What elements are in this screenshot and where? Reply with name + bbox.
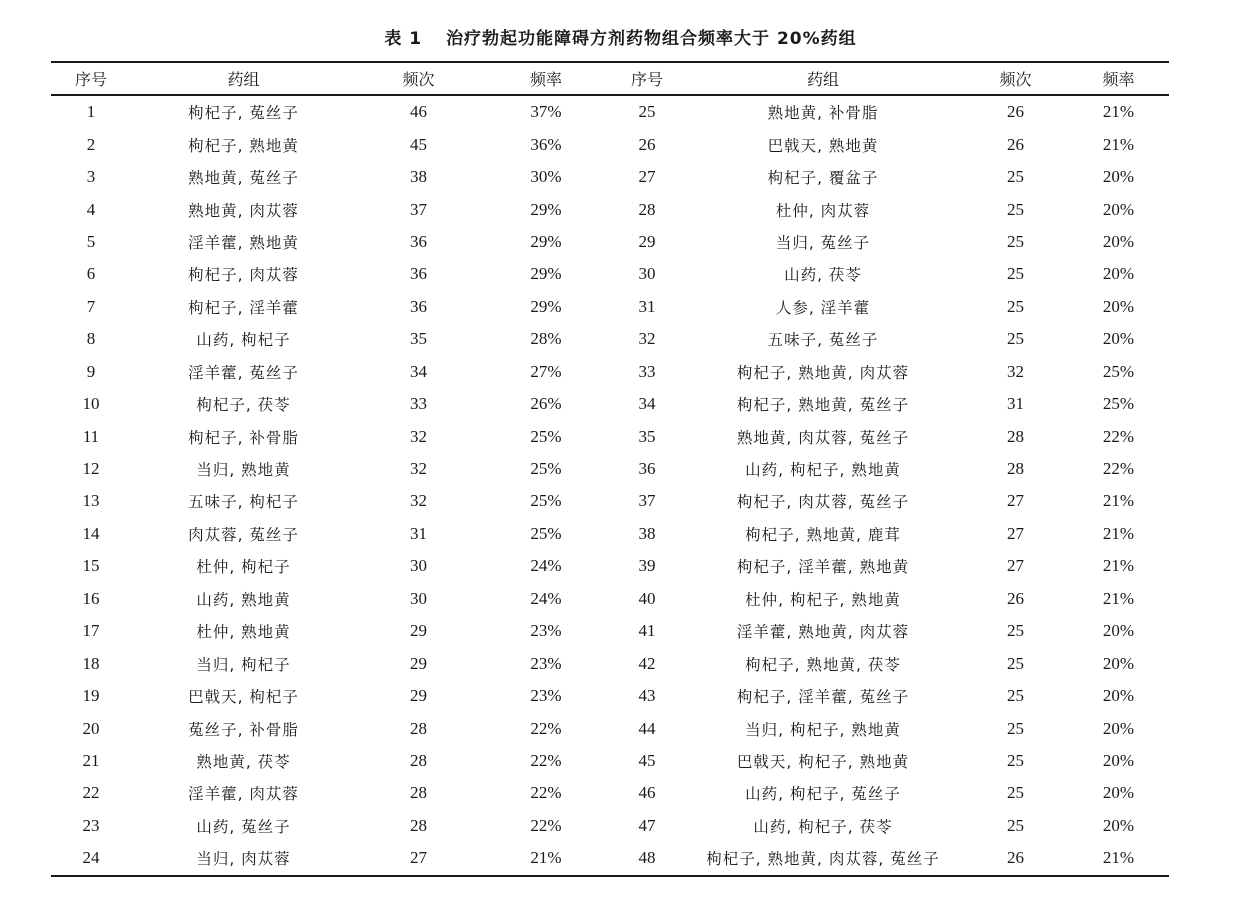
herb-group-cell: 五味子, 枸杞子 bbox=[188, 493, 299, 512]
rate-cell: 22% bbox=[1102, 459, 1135, 479]
table-row bbox=[51, 485, 1169, 517]
rate-cell: 20% bbox=[1102, 199, 1135, 219]
count-cell: 28 bbox=[410, 750, 427, 770]
count-cell: 25 bbox=[1007, 329, 1024, 349]
row-number-cell: 26 bbox=[638, 134, 656, 154]
herb-group-cell: 枸杞子, 补骨脂 bbox=[188, 428, 299, 447]
table-row bbox=[51, 647, 1169, 679]
count-cell: 37 bbox=[410, 199, 427, 219]
rate-cell: 22% bbox=[530, 815, 562, 835]
count-cell: 27 bbox=[1007, 556, 1024, 576]
table-row bbox=[51, 550, 1169, 582]
table-row bbox=[51, 453, 1169, 485]
rate-cell: 30% bbox=[530, 167, 562, 187]
rate-cell: 25% bbox=[530, 491, 562, 511]
count-cell: 25 bbox=[1007, 621, 1024, 641]
count-cell: 31 bbox=[410, 523, 427, 543]
row-number-cell: 29 bbox=[638, 231, 656, 251]
table-row bbox=[51, 388, 1169, 420]
herb-group-cell: 枸杞子, 肉苁蓉 bbox=[188, 266, 299, 285]
rate-cell: 23% bbox=[530, 686, 562, 706]
rate-cell: 20% bbox=[1102, 621, 1135, 641]
count-cell: 46 bbox=[410, 102, 427, 122]
table-row bbox=[51, 420, 1169, 452]
row-number-cell: 22 bbox=[82, 783, 100, 803]
herb-group-cell: 枸杞子, 淫羊藿, 菟丝子 bbox=[736, 688, 910, 707]
count-cell: 25 bbox=[1007, 686, 1024, 706]
herb-group-cell: 当归, 枸杞子, 熟地黄 bbox=[745, 720, 901, 739]
row-number-cell: 11 bbox=[82, 426, 100, 446]
rate-cell: 21% bbox=[1102, 556, 1135, 576]
rate-cell: 25% bbox=[530, 523, 562, 543]
row-number-cell: 46 bbox=[638, 783, 656, 803]
herb-group-cell: 枸杞子, 菟丝子 bbox=[188, 104, 299, 123]
header-group-left: 药组 bbox=[131, 62, 356, 95]
row-number-cell: 28 bbox=[638, 199, 656, 219]
row-number-cell: 4 bbox=[86, 199, 96, 219]
herb-group-cell: 熟地黄, 菟丝子 bbox=[188, 169, 299, 188]
rate-cell: 21% bbox=[1102, 491, 1135, 511]
row-number-cell: 1 bbox=[86, 102, 96, 122]
count-cell: 26 bbox=[1007, 134, 1024, 154]
count-cell: 36 bbox=[410, 264, 427, 284]
count-cell: 25 bbox=[1007, 783, 1024, 803]
header-rate-left: 频率 bbox=[481, 62, 611, 95]
herb-group-cell: 淫羊藿, 熟地黄 bbox=[188, 233, 299, 252]
row-number-cell: 7 bbox=[86, 296, 96, 316]
count-cell: 38 bbox=[410, 167, 427, 187]
rate-cell: 21% bbox=[1102, 102, 1135, 122]
count-cell: 28 bbox=[410, 718, 427, 738]
herb-group-cell: 枸杞子, 熟地黄 bbox=[188, 136, 299, 155]
herb-group-cell: 山药, 茯苓 bbox=[784, 266, 862, 285]
table-row bbox=[51, 161, 1169, 193]
row-number-cell: 47 bbox=[638, 815, 656, 835]
count-cell: 27 bbox=[1007, 491, 1024, 511]
row-number-cell: 31 bbox=[638, 296, 656, 316]
count-cell: 25 bbox=[1007, 718, 1024, 738]
row-number-cell: 10 bbox=[82, 394, 100, 414]
table-caption bbox=[0, 24, 1241, 49]
row-number-cell: 44 bbox=[638, 718, 656, 738]
rate-cell: 20% bbox=[1102, 167, 1135, 187]
count-cell: 35 bbox=[410, 329, 427, 349]
table-row bbox=[51, 95, 1169, 128]
row-number-cell: 34 bbox=[638, 394, 656, 414]
row-number-cell: 33 bbox=[638, 361, 656, 381]
rate-cell: 21% bbox=[1102, 588, 1135, 608]
row-number-cell: 17 bbox=[82, 621, 100, 641]
table-row bbox=[51, 258, 1169, 290]
herb-group-cell: 熟地黄, 茯苓 bbox=[196, 752, 291, 771]
herb-group-cell: 熟地黄, 补骨脂 bbox=[767, 104, 879, 123]
rate-cell: 27% bbox=[530, 361, 562, 381]
table-number: 表 1 bbox=[384, 29, 423, 49]
header-rate-right: 频率 bbox=[1068, 62, 1169, 95]
herb-group-cell: 枸杞子, 熟地黄, 鹿茸 bbox=[745, 525, 901, 544]
row-number-cell: 30 bbox=[638, 264, 656, 284]
row-number-cell: 38 bbox=[638, 523, 656, 543]
row-number-cell: 27 bbox=[638, 167, 656, 187]
count-cell: 33 bbox=[410, 394, 427, 414]
herb-group-cell: 淫羊藿, 菟丝子 bbox=[188, 363, 299, 382]
table-row bbox=[51, 810, 1169, 842]
row-number-cell: 6 bbox=[86, 264, 96, 284]
table-row bbox=[51, 680, 1169, 712]
rate-cell: 20% bbox=[1102, 264, 1135, 284]
header-count-right: 频次 bbox=[963, 62, 1068, 95]
count-cell: 29 bbox=[410, 621, 427, 641]
herb-group-cell: 杜仲, 枸杞子, 熟地黄 bbox=[745, 590, 901, 609]
rate-cell: 25% bbox=[1102, 394, 1135, 414]
count-cell: 25 bbox=[1007, 167, 1024, 187]
count-cell: 32 bbox=[1007, 361, 1024, 381]
herb-group-cell: 熟地黄, 肉苁蓉, 菟丝子 bbox=[736, 428, 910, 447]
rate-cell: 20% bbox=[1102, 686, 1135, 706]
rate-cell: 20% bbox=[1102, 815, 1135, 835]
herb-group-cell: 当归, 肉苁蓉 bbox=[131, 842, 356, 875]
table-row bbox=[51, 842, 1169, 875]
header-count-left: 频次 bbox=[356, 62, 481, 95]
rate-cell: 37% bbox=[530, 102, 562, 122]
rate-cell: 36% bbox=[530, 134, 562, 154]
row-number-cell: 16 bbox=[82, 588, 100, 608]
herb-group-cell: 山药, 熟地黄 bbox=[196, 590, 291, 609]
rate-cell: 22% bbox=[530, 783, 562, 803]
table-row bbox=[51, 323, 1169, 355]
count-cell: 25 bbox=[1007, 296, 1024, 316]
herb-group-cell: 枸杞子, 肉苁蓉, 菟丝子 bbox=[736, 493, 910, 512]
rate-cell: 21% bbox=[481, 842, 611, 875]
row-number-cell: 15 bbox=[82, 556, 100, 576]
row-number-cell: 32 bbox=[638, 329, 656, 349]
row-number-cell: 39 bbox=[638, 556, 656, 576]
count-cell: 26 bbox=[1007, 588, 1024, 608]
herb-combination-table bbox=[51, 61, 1169, 877]
count-cell: 28 bbox=[410, 783, 427, 803]
herb-group-cell: 杜仲, 枸杞子 bbox=[196, 558, 291, 577]
herb-group-cell: 枸杞子, 淫羊藿 bbox=[188, 298, 299, 317]
row-number-cell: 25 bbox=[638, 102, 656, 122]
herb-group-cell: 人参, 淫羊藿 bbox=[775, 298, 871, 317]
count-cell: 28 bbox=[1007, 459, 1024, 479]
herb-group-cell: 枸杞子, 淫羊藿, 熟地黄 bbox=[736, 558, 910, 577]
count-cell: 45 bbox=[410, 134, 427, 154]
count-cell: 25 bbox=[1007, 653, 1024, 673]
rate-cell: 23% bbox=[530, 653, 562, 673]
count-cell: 32 bbox=[410, 426, 427, 446]
herb-group-cell: 山药, 枸杞子, 茯苓 bbox=[753, 817, 893, 836]
header-group-right: 药组 bbox=[683, 62, 963, 95]
table-row bbox=[51, 193, 1169, 225]
row-number-cell: 8 bbox=[86, 329, 96, 349]
herb-group-cell: 山药, 枸杞子 bbox=[196, 331, 291, 350]
count-cell: 36 bbox=[410, 296, 427, 316]
header-no-right: 序号 bbox=[611, 62, 683, 95]
row-number-cell: 12 bbox=[82, 459, 100, 479]
header-row bbox=[51, 62, 1169, 95]
row-number-cell: 43 bbox=[638, 686, 656, 706]
herb-group-cell: 巴戟天, 熟地黄 bbox=[767, 136, 879, 155]
row-number-cell: 45 bbox=[638, 750, 656, 770]
count-cell: 29 bbox=[410, 686, 427, 706]
table-row bbox=[51, 745, 1169, 777]
count-cell: 36 bbox=[410, 231, 427, 251]
rate-cell: 25% bbox=[530, 426, 562, 446]
herb-group-cell: 淫羊藿, 肉苁蓉 bbox=[188, 785, 299, 804]
row-number-cell: 21 bbox=[82, 750, 100, 770]
count-cell: 32 bbox=[410, 459, 427, 479]
rate-cell: 20% bbox=[1102, 783, 1135, 803]
row-number-cell: 42 bbox=[638, 653, 656, 673]
herb-group-cell: 巴戟天, 枸杞子, 熟地黄 bbox=[736, 752, 910, 771]
herb-group-cell: 枸杞子, 茯苓 bbox=[196, 396, 291, 415]
table-row bbox=[51, 518, 1169, 550]
herb-group-cell: 山药, 菟丝子 bbox=[196, 817, 291, 836]
count-cell: 30 bbox=[410, 556, 427, 576]
herb-group-cell: 枸杞子, 熟地黄, 肉苁蓉, 菟丝子 bbox=[683, 842, 963, 875]
rate-cell: 20% bbox=[1102, 296, 1135, 316]
row-number-cell: 19 bbox=[82, 686, 100, 706]
rate-cell: 21% bbox=[1102, 134, 1135, 154]
table-row bbox=[51, 356, 1169, 388]
row-number-cell: 20 bbox=[82, 718, 100, 738]
herb-group-cell: 淫羊藿, 熟地黄, 肉苁蓉 bbox=[736, 623, 910, 642]
rate-cell: 20% bbox=[1102, 653, 1135, 673]
rate-cell: 29% bbox=[530, 296, 562, 316]
herb-group-cell: 当归, 枸杞子 bbox=[196, 655, 291, 674]
row-number-cell: 18 bbox=[82, 653, 100, 673]
table-row bbox=[51, 226, 1169, 258]
herb-group-cell: 杜仲, 肉苁蓉 bbox=[775, 201, 871, 220]
herb-group-cell: 山药, 枸杞子, 熟地黄 bbox=[745, 461, 901, 480]
count-cell: 29 bbox=[410, 653, 427, 673]
table-row bbox=[51, 777, 1169, 809]
rate-cell: 20% bbox=[1102, 750, 1135, 770]
rate-cell: 25% bbox=[530, 459, 562, 479]
herb-group-cell: 山药, 枸杞子, 菟丝子 bbox=[745, 785, 901, 804]
row-number-cell: 9 bbox=[86, 361, 96, 381]
table-row bbox=[51, 615, 1169, 647]
table-title: 治疗勃起功能障碍方剂药物组合频率大于 20%药组 bbox=[446, 29, 857, 49]
herb-group-cell: 枸杞子, 熟地黄, 肉苁蓉 bbox=[736, 363, 910, 382]
row-number-cell: 23 bbox=[82, 815, 100, 835]
header-no-left: 序号 bbox=[51, 62, 131, 95]
row-number-cell: 14 bbox=[82, 523, 100, 543]
rate-cell: 21% bbox=[1068, 842, 1169, 875]
herb-group-cell: 菟丝子, 补骨脂 bbox=[188, 720, 299, 739]
row-number-cell: 48 bbox=[611, 842, 683, 875]
count-cell: 34 bbox=[410, 361, 427, 381]
row-number-cell: 3 bbox=[86, 167, 96, 187]
herb-group-cell: 当归, 熟地黄 bbox=[196, 461, 291, 480]
row-number-cell: 5 bbox=[86, 231, 96, 251]
herb-group-cell: 巴戟天, 枸杞子 bbox=[188, 688, 299, 707]
rate-cell: 23% bbox=[530, 621, 562, 641]
rate-cell: 26% bbox=[530, 394, 562, 414]
count-cell: 26 bbox=[963, 842, 1068, 875]
count-cell: 25 bbox=[1007, 231, 1024, 251]
table-row bbox=[51, 712, 1169, 744]
count-cell: 25 bbox=[1007, 815, 1024, 835]
count-cell: 28 bbox=[1007, 426, 1024, 446]
rate-cell: 24% bbox=[530, 588, 562, 608]
count-cell: 30 bbox=[410, 588, 427, 608]
count-cell: 25 bbox=[1007, 264, 1024, 284]
row-number-cell: 35 bbox=[638, 426, 656, 446]
rate-cell: 25% bbox=[1102, 361, 1135, 381]
table-body bbox=[51, 95, 1169, 876]
row-number-cell: 13 bbox=[82, 491, 100, 511]
count-cell: 26 bbox=[1007, 102, 1024, 122]
count-cell: 25 bbox=[1007, 750, 1024, 770]
herb-group-cell: 杜仲, 熟地黄 bbox=[196, 623, 291, 642]
rate-cell: 20% bbox=[1102, 718, 1135, 738]
herb-group-cell: 枸杞子, 熟地黄, 菟丝子 bbox=[736, 396, 910, 415]
table-row bbox=[51, 128, 1169, 160]
count-cell: 27 bbox=[1007, 523, 1024, 543]
count-cell: 32 bbox=[410, 491, 427, 511]
row-number-cell: 37 bbox=[638, 491, 656, 511]
rate-cell: 22% bbox=[1102, 426, 1135, 446]
count-cell: 25 bbox=[1007, 199, 1024, 219]
count-cell: 28 bbox=[410, 815, 427, 835]
row-number-cell: 24 bbox=[51, 842, 131, 875]
rate-cell: 29% bbox=[530, 199, 562, 219]
rate-cell: 22% bbox=[530, 718, 562, 738]
herb-group-cell: 五味子, 菟丝子 bbox=[767, 331, 879, 350]
rate-cell: 21% bbox=[1102, 523, 1135, 543]
row-number-cell: 36 bbox=[638, 459, 656, 479]
herb-group-cell: 当归, 菟丝子 bbox=[775, 233, 871, 252]
table-row bbox=[51, 291, 1169, 323]
row-number-cell: 41 bbox=[638, 621, 656, 641]
table-row bbox=[51, 583, 1169, 615]
rate-cell: 29% bbox=[530, 264, 562, 284]
herb-group-cell: 熟地黄, 肉苁蓉 bbox=[188, 201, 299, 220]
count-cell: 31 bbox=[1007, 394, 1024, 414]
row-number-cell: 40 bbox=[638, 588, 656, 608]
row-number-cell: 2 bbox=[86, 134, 96, 154]
rate-cell: 20% bbox=[1102, 231, 1135, 251]
rate-cell: 24% bbox=[530, 556, 562, 576]
rate-cell: 29% bbox=[530, 231, 562, 251]
count-cell: 27 bbox=[356, 842, 481, 875]
herb-group-cell: 肉苁蓉, 菟丝子 bbox=[188, 525, 299, 544]
rate-cell: 20% bbox=[1102, 329, 1135, 349]
herb-group-cell: 枸杞子, 熟地黄, 茯苓 bbox=[745, 655, 901, 674]
rate-cell: 22% bbox=[530, 750, 562, 770]
herb-group-cell: 枸杞子, 覆盆子 bbox=[767, 169, 879, 188]
rate-cell: 28% bbox=[530, 329, 562, 349]
